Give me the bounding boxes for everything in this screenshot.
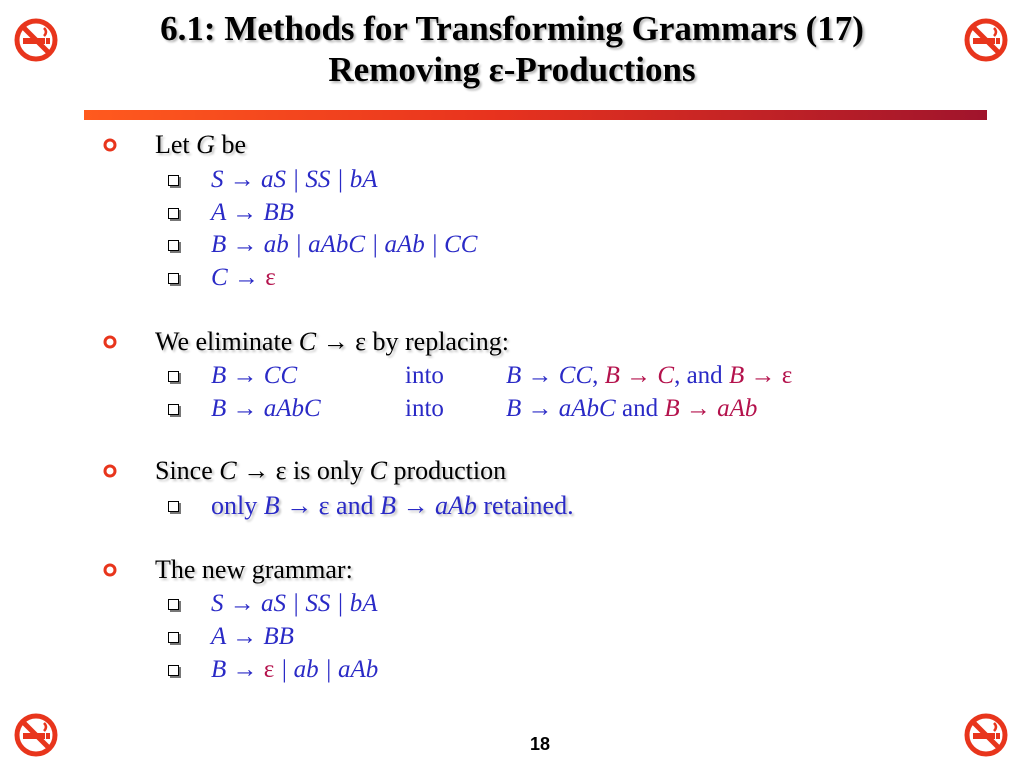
circle-bullet-icon [103,335,117,349]
heading-text: be [214,130,246,159]
slide-title-line1: 6.1: Methods for Transforming Grammars (17) [160,9,864,48]
square-bullet-icon [168,501,179,512]
comma: , [592,362,599,389]
arrow: → [685,395,711,422]
and-label: and [686,362,723,389]
production-rhs: BB [263,199,294,226]
production-rhs: ab | aAbC | aAb | CC [263,231,478,258]
and-label: and [621,395,659,422]
comma: , [674,362,681,389]
page-number: 18 [529,734,551,754]
production-lhs: A [211,623,226,650]
square-bullet-icon [168,273,179,284]
note-var: B [380,491,396,520]
replacement-result: B → CC [506,362,593,389]
heading-var: C [298,327,317,356]
replacement-result-var: B [728,362,745,389]
production-lhs: S [211,590,224,617]
heading-text: Since [155,456,220,485]
production-lhs: S [211,166,224,193]
arrow: → [232,623,258,650]
note-text: retained. [476,491,574,520]
replacement-source: B → aAbC [211,395,321,422]
note-text: only [211,491,264,520]
square-bullet-icon [168,404,179,415]
into-label: into [405,362,444,389]
replacement-source: B → CC [211,362,298,389]
heading-text: → ε by replacing: [316,327,509,356]
heading-text: production [386,456,507,485]
arrow: → [229,590,255,617]
square-bullet-icon [168,632,179,643]
arrow: → [395,491,435,520]
production-lhs: B [211,231,227,258]
production-rhs: aS | SS | bA [261,590,378,617]
slide-title-line2: Removing ε-Productions [328,50,696,89]
square-bullet-icon [168,665,179,676]
circle-bullet-icon [103,464,117,478]
replacement-result: B → aAbC [506,395,616,422]
production-rhs: ε [265,264,276,291]
replacement-result: aAb [717,395,758,422]
production-rhs: aS | SS | bA [261,166,378,193]
arrow: → [232,656,258,683]
note-var: aAb [434,491,477,520]
production-rhs: | ab | aAb [280,656,379,683]
square-bullet-icon [168,175,179,186]
arrow: → [233,264,259,291]
heading-text: → ε is only [236,456,370,485]
replacement-result: B → C [604,362,675,389]
arrow: → [229,166,255,193]
heading-var: C [369,456,387,485]
square-bullet-icon [168,240,179,251]
square-bullet-icon [168,371,179,382]
note-text: → ε and [279,491,381,520]
production-lhs: B [211,656,227,683]
heading-text: We eliminate [155,327,299,356]
circle-bullet-icon [103,138,117,152]
production-lhs: C [211,264,228,291]
square-bullet-icon [168,599,179,610]
heading-text: The new grammar: [155,555,353,584]
note-var: B [263,491,280,520]
circle-bullet-icon [103,563,117,577]
into-label: into [405,395,444,422]
production-lhs: A [211,199,226,226]
square-bullet-icon [168,208,179,219]
replacement-result-var: B [664,395,680,422]
arrow: → [232,199,258,226]
heading-text: Let [155,130,197,159]
epsilon: ε [263,656,275,683]
heading-var: C [219,456,237,485]
arrow: → [232,231,258,258]
replacement-result: → ε [750,362,793,389]
production-rhs: BB [263,623,294,650]
heading-var: G [196,130,215,159]
